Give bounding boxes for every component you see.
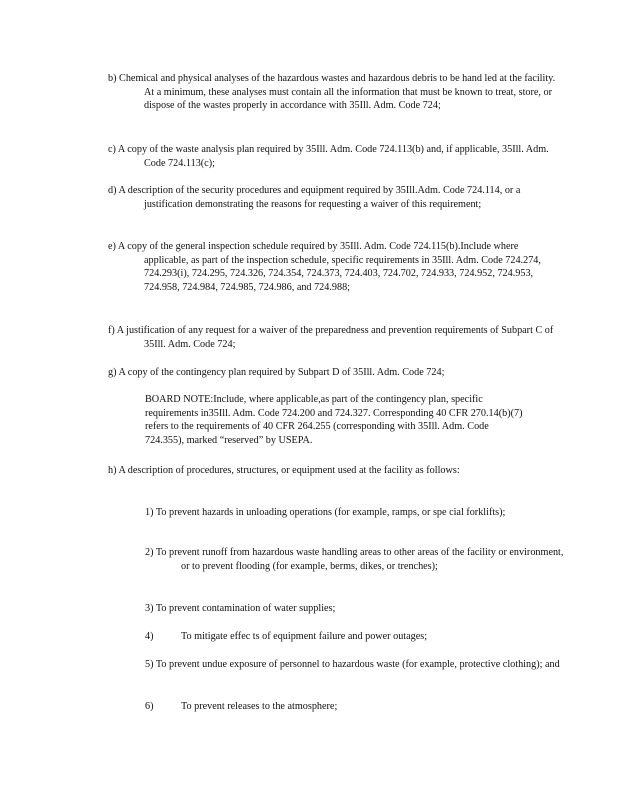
subitem-5: 5) To prevent undue exposure of personnel to hazardous waste (for example, protective clothing); and — [145, 659, 560, 670]
item-b: b) Chemical and physical analyses of the hazardous wastes and hazardous debris to be hand led at the facility. At a minimum, these analyses must contain all the information that must be known to treat, store, or dispose of the wastes properly in accordance with 35Ill. Adm. Code 724; — [108, 73, 556, 112]
subitem-4-number: 4) — [145, 631, 154, 642]
subitem-3: 3) To prevent contamination of water supplies; — [145, 603, 336, 614]
item-e: e) A copy of the general inspection schedule required by 35Ill. Adm. Code 724.115(b).Include where applicable, as part of the inspection schedule, specific requirements in 35Ill. Adm. Code 724.274, 724.293(i), 724.295, 724.326, 724.354, 724.373, 724.403, 724.702, 724.933, 724.952, 724.953, 724.958, 724.984, 724.985, 724.986, and 724.988; — [108, 241, 541, 293]
item-g: g) A copy of the contingency plan required by Subpart D of 35Ill. Adm. Code 724; — [108, 367, 445, 378]
subitem-1: 1) To prevent hazards in unloading operations (for example, ramps, or spe cial forklifts); — [145, 507, 506, 518]
item-d: d) A description of the security procedures and equipment required by 35Ill.Adm. Code 724.114, or a justification demonstrating the reasons for requesting a waiver of this requirement; — [108, 185, 521, 210]
item-c: c) A copy of the waste analysis plan required by 35Ill. Adm. Code 724.113(b) and, if applicable, 35Ill. Adm. Code 724.113(c); — [108, 144, 549, 169]
subitem-6-number: 6) — [145, 701, 154, 712]
board-note: BOARD NOTE:Include, where applicable,as part of the contingency plan, specific requirements in35Ill. Adm. Code 724.200 and 724.327. Corresponding 40 CFR 270.14(b)(7) refers to the requirements of 40 CFR 264.255 (corresponding with 35Ill. Adm. Code 724.355), marked “reserved” by USEPA. — [145, 394, 523, 446]
subitem-4 — [145, 630, 530, 644]
subitem-4-text: To mitigate effec ts of equipment failure and power outages; — [181, 631, 428, 642]
subitem-6-text: To prevent releases to the atmosphere; — [181, 701, 338, 712]
item-f: f) A justification of any request for a waiver of the preparedness and prevention requirements of Subpart C of 35Ill. Adm. Code 724; — [108, 325, 554, 350]
item-h: h) A description of procedures, structures, or equipment used at the facility as follows: — [108, 465, 460, 476]
subitem-6 — [145, 700, 530, 714]
subitem-2: 2) To prevent runoff from hazardous waste handling areas to other areas of the facility or environment, or to prevent flooding (for example, berms, dikes, or trenches); — [145, 547, 564, 572]
